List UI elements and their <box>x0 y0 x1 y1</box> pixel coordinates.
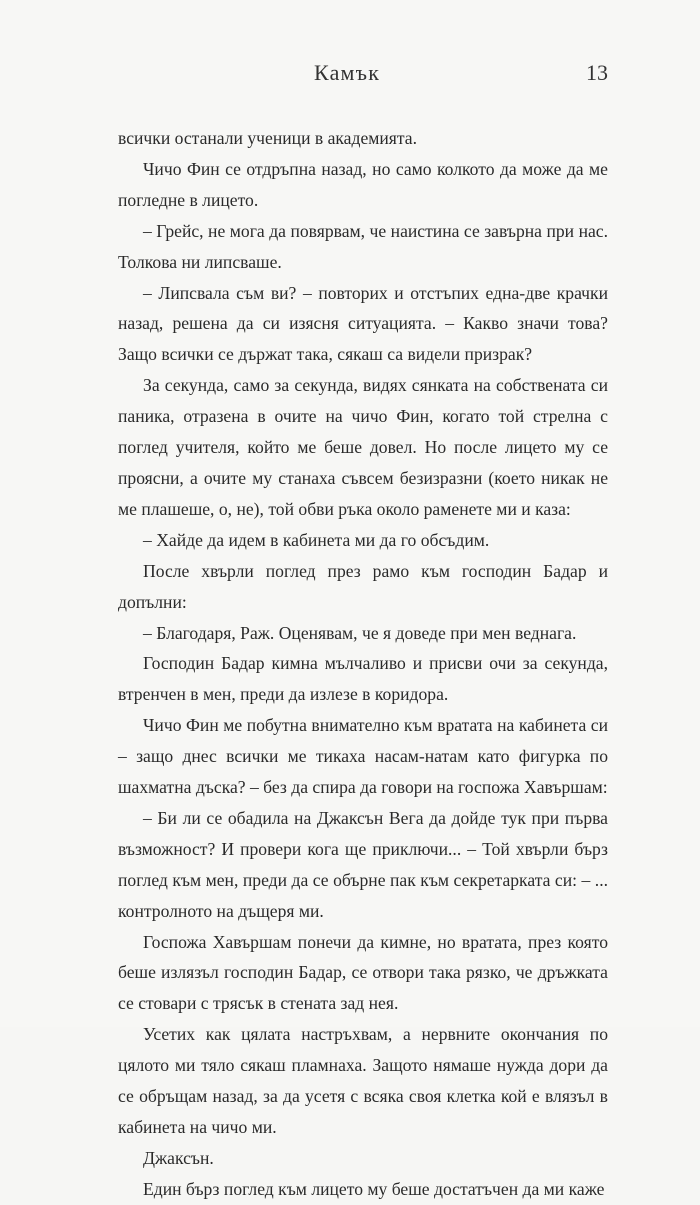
paragraph: Усетих как цялата настръхвам, а нервните окончания по цялото ми тяло сякаш пламнаха. Защото нямаше нужда дори да се обръщам назад, за да усетя с всяка своя клетка кой е влязъл в кабинета на чичо ми. <box>118 1024 608 1137</box>
paragraph: всички останали ученици в академията. <box>118 128 417 148</box>
paragraph: – Би ли се обадила на Джаксън Вега да дойде тук при първа възможност? И провери кога ще приключи... – Той хвърли бърз поглед към мен, преди да се обърне пак към секретарката си: – ... контролното на дъщеря ми. <box>118 807 608 921</box>
paragraph: – Благодаря, Раж. Оценявам, че я доведе при мен веднага. <box>143 622 577 643</box>
page-number: 13 <box>586 60 608 85</box>
paragraph: Чичо Фин ме побутна внимателно към вратата на кабинета си – защо днес всички ме тикаха насам-натам като фигурка по шахматна дъска? – без да спира да говори на госпожа Хавършам: <box>118 715 608 798</box>
paragraph: Джаксън. <box>143 1147 214 1168</box>
paragraph: – Грейс, не мога да повярвам, че наистина се завърна при нас. Толкова ни липсваше. <box>118 220 608 272</box>
paragraph: После хвърли поглед през рамо към господин Бадар и допълни: <box>118 560 608 612</box>
paragraph: – Липсвала съм ви? – повторих и отстъпих една-две крачки назад, решена да си изясня ситуацията. – Какво значи това? Защо всички се държат така, сякаш са видели призрак? <box>118 282 608 365</box>
paragraph: – Хайде да идем в кабинета ми да го обсъдим. <box>143 529 490 550</box>
paragraph: Чичо Фин се отдръпна назад, но само колкото да може да ме погледне в лицето. <box>118 158 608 210</box>
paragraph: Господин Бадар кимна мълчаливо и присви очи за секунда, втренчен в мен, преди да излезе в коридора. <box>118 653 608 705</box>
body-text <box>118 123 608 1205</box>
paragraph: Госпожа Хавършам понечи да кимне, но вратата, през която беше излязъл господин Бадар, се отвори така рязко, че дръжката се стовари с трясък в стената зад нея. <box>118 931 608 1014</box>
paragraph: За секунда, само за секунда, видях сянката на собствената си паника, отразена в очите на чичо Фин, когато той стрелна с поглед учителя, който ме беше довел. Но после лицето му се проясни, а очите му станаха съвсем безизразни (което никак не ме плашеше, о, не), той обви ръка около раменете ми и каза: <box>118 375 608 519</box>
running-head <box>118 60 608 90</box>
paragraph: Един бърз поглед към лицето му беше достатъчен да ми каже <box>143 1178 605 1199</box>
running-title: Камък <box>314 60 381 85</box>
